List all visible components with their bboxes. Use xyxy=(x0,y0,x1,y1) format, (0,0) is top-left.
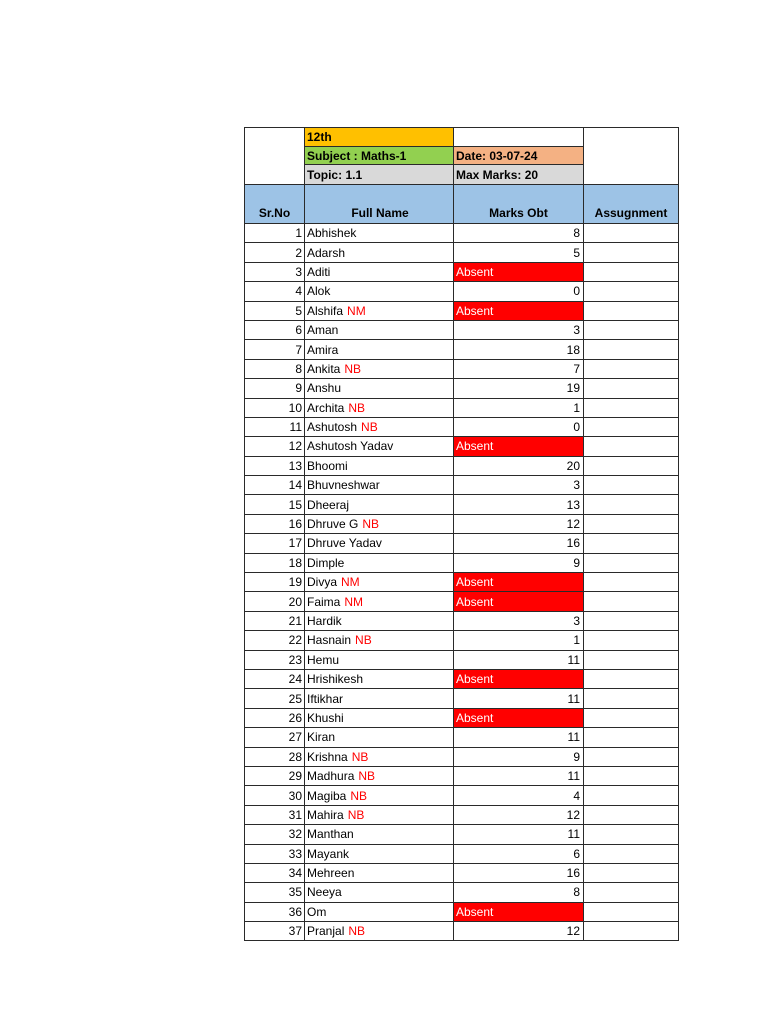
name-cell[interactable] xyxy=(305,495,454,513)
assignment-cell[interactable] xyxy=(584,224,679,242)
marks-cell[interactable]: 3 xyxy=(454,321,584,339)
assignment-cell[interactable] xyxy=(584,845,679,863)
table-row xyxy=(244,360,679,379)
student-name: Krishna xyxy=(307,749,348,764)
assignment-cell[interactable] xyxy=(584,302,679,320)
assignment-cell[interactable] xyxy=(584,476,679,494)
table-row xyxy=(244,457,679,476)
assignment-cell[interactable] xyxy=(584,243,679,261)
srno-cell[interactable]: 31 xyxy=(244,806,305,824)
student-rows xyxy=(244,224,679,941)
srno-cell[interactable]: 7 xyxy=(244,340,305,358)
marks-cell[interactable]: 11 xyxy=(454,767,584,785)
student-tag: NB xyxy=(351,749,369,764)
student-tag: NB xyxy=(344,361,362,376)
student-tag: NM xyxy=(347,303,366,318)
marks-cell[interactable]: Absent xyxy=(454,670,584,688)
srno-cell[interactable]: 12 xyxy=(244,437,305,455)
student-name: Bhuvneshwar xyxy=(307,478,380,493)
name-cell[interactable] xyxy=(305,243,454,261)
marks-cell[interactable]: Absent xyxy=(454,709,584,727)
student-name: Manthan xyxy=(307,827,354,842)
assignment-cell[interactable] xyxy=(584,592,679,610)
name-cell[interactable] xyxy=(305,922,454,940)
srno-cell[interactable]: 24 xyxy=(244,670,305,688)
assignment-cell[interactable] xyxy=(584,263,679,281)
assignment-cell[interactable] xyxy=(584,340,679,358)
marks-cell[interactable]: 6 xyxy=(454,845,584,863)
assignment-cell[interactable] xyxy=(584,321,679,339)
table-row xyxy=(244,515,679,534)
name-cell[interactable] xyxy=(305,437,454,455)
table-row xyxy=(244,631,679,650)
student-name: Alok xyxy=(307,284,331,299)
student-name: Alshifa xyxy=(307,303,344,318)
table-row xyxy=(244,243,679,262)
student-name: Hasnain xyxy=(307,633,352,648)
marks-cell[interactable]: 11 xyxy=(454,728,584,746)
column-header-srno: Sr.No xyxy=(244,185,305,223)
marks-cell[interactable]: 12 xyxy=(454,806,584,824)
srno-cell[interactable]: 16 xyxy=(244,515,305,533)
name-cell[interactable] xyxy=(305,457,454,475)
assignment-cell[interactable] xyxy=(584,379,679,397)
student-name: Archita xyxy=(307,400,345,415)
table-row xyxy=(244,418,679,437)
name-cell[interactable] xyxy=(305,806,454,824)
marks-cell[interactable]: Absent xyxy=(454,573,584,591)
table-row xyxy=(244,302,679,321)
name-cell[interactable] xyxy=(305,476,454,494)
srno-cell[interactable]: 10 xyxy=(244,399,305,417)
student-name: Hemu xyxy=(307,652,340,667)
marks-cell[interactable]: 16 xyxy=(454,534,584,552)
assignment-cell[interactable] xyxy=(584,554,679,572)
marks-cell[interactable]: Absent xyxy=(454,903,584,921)
name-cell[interactable] xyxy=(305,786,454,804)
assignment-cell[interactable] xyxy=(584,922,679,940)
table-row xyxy=(244,573,679,592)
marks-cell[interactable]: 7 xyxy=(454,360,584,378)
assignment-cell[interactable] xyxy=(584,495,679,513)
table-row xyxy=(244,437,679,456)
name-cell[interactable] xyxy=(305,651,454,669)
assignment-cell[interactable] xyxy=(584,825,679,843)
student-name: Om xyxy=(307,904,327,919)
name-cell[interactable] xyxy=(305,592,454,610)
srno-cell[interactable]: 33 xyxy=(244,845,305,863)
name-cell[interactable] xyxy=(305,864,454,882)
srno-cell[interactable]: 8 xyxy=(244,360,305,378)
table-row xyxy=(244,825,679,844)
student-name: Faima xyxy=(307,594,341,609)
student-name: Iftikhar xyxy=(307,691,344,706)
student-name: Dheeraj xyxy=(307,497,350,512)
grade-cell: 12th xyxy=(305,128,453,147)
srno-cell[interactable]: 36 xyxy=(244,903,305,921)
srno-cell[interactable]: 22 xyxy=(244,631,305,649)
name-cell[interactable] xyxy=(305,263,454,281)
table-row xyxy=(244,612,679,631)
student-name: Ankita xyxy=(307,361,341,376)
table-row xyxy=(244,399,679,418)
column-header-name: Full Name xyxy=(305,185,454,223)
column-header-assignment: Assugnment xyxy=(584,185,679,223)
marks-cell[interactable]: 3 xyxy=(454,476,584,494)
assignment-cell[interactable] xyxy=(584,689,679,707)
marks-cell[interactable]: 12 xyxy=(454,515,584,533)
srno-cell[interactable]: 23 xyxy=(244,651,305,669)
student-name: Pranjal xyxy=(307,924,345,939)
student-name: Aman xyxy=(307,323,339,338)
column-headers xyxy=(244,185,679,224)
student-name: Abhishek xyxy=(307,226,357,241)
table-row xyxy=(244,592,679,611)
name-cell[interactable] xyxy=(305,418,454,436)
header-assignment-blank xyxy=(584,128,679,184)
name-cell[interactable] xyxy=(305,825,454,843)
name-cell[interactable] xyxy=(305,612,454,630)
srno-cell[interactable]: 11 xyxy=(244,418,305,436)
assignment-cell[interactable] xyxy=(584,360,679,378)
marks-cell[interactable]: 1 xyxy=(454,399,584,417)
assignment-cell[interactable] xyxy=(584,457,679,475)
srno-cell[interactable]: 30 xyxy=(244,786,305,804)
name-cell[interactable] xyxy=(305,554,454,572)
table-row xyxy=(244,728,679,747)
student-name: Ashutosh Yadav xyxy=(307,439,394,454)
srno-cell[interactable]: 27 xyxy=(244,728,305,746)
assignment-cell[interactable] xyxy=(584,282,679,300)
marks-cell[interactable]: Absent xyxy=(454,302,584,320)
assignment-cell[interactable] xyxy=(584,612,679,630)
table-row xyxy=(244,864,679,883)
srno-cell[interactable]: 4 xyxy=(244,282,305,300)
marks-cell[interactable]: 3 xyxy=(454,612,584,630)
student-tag: NB xyxy=(348,400,366,415)
column-header-marks: Marks Obt xyxy=(454,185,584,223)
srno-cell[interactable]: 17 xyxy=(244,534,305,552)
student-name: Ashutosh xyxy=(307,420,358,435)
assignment-cell[interactable] xyxy=(584,399,679,417)
header-blank-cell xyxy=(244,128,305,184)
table-row xyxy=(244,670,679,689)
student-name: Bhoomi xyxy=(307,458,348,473)
name-cell[interactable] xyxy=(305,845,454,863)
srno-cell[interactable]: 15 xyxy=(244,495,305,513)
table-row xyxy=(244,709,679,728)
srno-cell[interactable]: 3 xyxy=(244,263,305,281)
subject-cell: Subject : Maths-1 xyxy=(305,147,453,166)
student-tag: NB xyxy=(355,633,372,648)
marks-cell[interactable]: 12 xyxy=(454,922,584,940)
student-name: Divya xyxy=(307,575,338,590)
assignment-cell[interactable] xyxy=(584,883,679,901)
name-cell[interactable] xyxy=(305,709,454,727)
table-row xyxy=(244,651,679,670)
marks-cell[interactable]: Absent xyxy=(454,437,584,455)
student-tag: NM xyxy=(344,594,364,609)
assignment-cell[interactable] xyxy=(584,864,679,882)
topic-cell: Topic: 1.1 xyxy=(305,165,453,184)
table-row xyxy=(244,495,679,514)
table-row xyxy=(244,534,679,553)
marks-cell[interactable]: 13 xyxy=(454,495,584,513)
srno-cell[interactable]: 34 xyxy=(244,864,305,882)
marks-cell[interactable]: 19 xyxy=(454,379,584,397)
table-row xyxy=(244,767,679,786)
student-name: Dhruve G xyxy=(307,517,359,532)
marks-cell[interactable]: Absent xyxy=(454,592,584,610)
assignment-cell[interactable] xyxy=(584,806,679,824)
student-name: Madhura xyxy=(307,769,355,784)
name-cell[interactable] xyxy=(305,399,454,417)
table-row xyxy=(244,883,679,902)
marks-cell[interactable]: 9 xyxy=(454,554,584,572)
header-left-block xyxy=(305,128,454,184)
srno-cell[interactable]: 35 xyxy=(244,883,305,901)
srno-cell[interactable]: 20 xyxy=(244,592,305,610)
name-cell[interactable] xyxy=(305,302,454,320)
table-row xyxy=(244,689,679,708)
student-name: Adarsh xyxy=(307,245,346,260)
student-name: Amira xyxy=(307,342,339,357)
table-row xyxy=(244,786,679,805)
name-cell[interactable] xyxy=(305,379,454,397)
name-cell[interactable] xyxy=(305,573,454,591)
name-cell[interactable] xyxy=(305,689,454,707)
name-cell[interactable] xyxy=(305,748,454,766)
srno-cell[interactable]: 26 xyxy=(244,709,305,727)
student-name: Aditi xyxy=(307,264,331,279)
marks-cell[interactable]: 11 xyxy=(454,689,584,707)
header-empty-cell xyxy=(454,128,583,147)
assignment-cell[interactable] xyxy=(584,903,679,921)
student-name: Mayank xyxy=(307,846,350,861)
name-cell[interactable] xyxy=(305,515,454,533)
marks-cell[interactable]: 0 xyxy=(454,418,584,436)
student-name: Hardik xyxy=(307,614,342,628)
assignment-cell[interactable] xyxy=(584,651,679,669)
name-cell[interactable] xyxy=(305,224,454,242)
name-cell[interactable] xyxy=(305,321,454,339)
assignment-cell[interactable] xyxy=(584,573,679,591)
srno-cell[interactable]: 2 xyxy=(244,243,305,261)
assignment-cell[interactable] xyxy=(584,728,679,746)
student-name: Khushi xyxy=(307,710,344,725)
srno-cell[interactable]: 21 xyxy=(244,612,305,630)
student-name: Dhruve Yadav xyxy=(307,536,382,551)
marks-cell[interactable]: 11 xyxy=(454,651,584,669)
name-cell[interactable] xyxy=(305,767,454,785)
table-row xyxy=(244,476,679,495)
marks-cell[interactable]: Absent xyxy=(454,263,584,281)
student-name: Neeya xyxy=(307,885,342,900)
marks-cell[interactable]: 9 xyxy=(454,748,584,766)
assignment-cell[interactable] xyxy=(584,786,679,804)
srno-cell[interactable]: 5 xyxy=(244,302,305,320)
assignment-cell[interactable] xyxy=(584,515,679,533)
table-row xyxy=(244,922,679,941)
marks-cell[interactable]: 5 xyxy=(454,243,584,261)
table-row xyxy=(244,748,679,767)
name-cell[interactable] xyxy=(305,903,454,921)
name-cell[interactable] xyxy=(305,282,454,300)
table-row xyxy=(244,282,679,301)
assignment-cell[interactable] xyxy=(584,418,679,436)
student-name: Mehreen xyxy=(307,866,355,881)
assignment-cell[interactable] xyxy=(584,437,679,455)
marks-cell[interactable]: 11 xyxy=(454,825,584,843)
assignment-cell[interactable] xyxy=(584,631,679,649)
srno-cell[interactable]: 25 xyxy=(244,689,305,707)
srno-cell[interactable]: 19 xyxy=(244,573,305,591)
srno-cell[interactable]: 18 xyxy=(244,554,305,572)
srno-cell[interactable]: 13 xyxy=(244,457,305,475)
table-row xyxy=(244,263,679,282)
student-tag: NB xyxy=(347,807,365,822)
student-name: Magiba xyxy=(307,788,347,803)
table-row xyxy=(244,845,679,864)
srno-cell[interactable]: 29 xyxy=(244,767,305,785)
table-row xyxy=(244,554,679,573)
srno-cell[interactable]: 14 xyxy=(244,476,305,494)
name-cell[interactable] xyxy=(305,631,454,649)
table-row xyxy=(244,340,679,359)
assignment-cell[interactable] xyxy=(584,748,679,766)
student-tag: NB xyxy=(350,788,368,803)
student-tag: NB xyxy=(362,517,380,532)
student-name: Kiran xyxy=(307,730,336,745)
srno-cell[interactable]: 1 xyxy=(244,224,305,242)
student-name: Mahira xyxy=(307,807,344,822)
marks-cell[interactable]: 0 xyxy=(454,282,584,300)
assignment-cell[interactable] xyxy=(584,670,679,688)
table-row xyxy=(244,806,679,825)
table-row xyxy=(244,321,679,340)
marks-cell[interactable]: 8 xyxy=(454,224,584,242)
student-tag: NB xyxy=(348,924,366,939)
marks-cell[interactable]: 18 xyxy=(454,340,584,358)
name-cell[interactable] xyxy=(305,670,454,688)
srno-cell[interactable]: 32 xyxy=(244,825,305,843)
marks-cell[interactable]: 1 xyxy=(454,631,584,649)
marks-cell[interactable]: 8 xyxy=(454,883,584,901)
assignment-cell[interactable] xyxy=(584,709,679,727)
assignment-cell[interactable] xyxy=(584,534,679,552)
name-cell[interactable] xyxy=(305,883,454,901)
table-row xyxy=(244,379,679,398)
name-cell[interactable] xyxy=(305,360,454,378)
marks-cell[interactable]: 20 xyxy=(454,457,584,475)
name-cell[interactable] xyxy=(305,340,454,358)
name-cell[interactable] xyxy=(305,728,454,746)
student-name: Dimple xyxy=(307,555,345,570)
student-tag: NM xyxy=(341,575,360,590)
marks-sheet xyxy=(244,127,679,941)
srno-cell[interactable]: 6 xyxy=(244,321,305,339)
header-right-block xyxy=(454,128,584,184)
student-tag: NB xyxy=(358,769,376,784)
student-tag: NB xyxy=(361,420,378,435)
max-marks-cell: Max Marks: 20 xyxy=(454,165,583,184)
assignment-cell[interactable] xyxy=(584,767,679,785)
date-cell: Date: 03-07-24 xyxy=(454,147,583,166)
sheet-header xyxy=(244,127,679,185)
srno-cell[interactable]: 9 xyxy=(244,379,305,397)
table-row xyxy=(244,903,679,922)
student-name: Hrishikesh xyxy=(307,672,364,687)
name-cell[interactable] xyxy=(305,534,454,552)
student-name: Anshu xyxy=(307,381,342,396)
table-row xyxy=(244,224,679,243)
marks-cell[interactable]: 16 xyxy=(454,864,584,882)
srno-cell[interactable]: 37 xyxy=(244,922,305,940)
srno-cell[interactable]: 28 xyxy=(244,748,305,766)
marks-cell[interactable]: 4 xyxy=(454,786,584,804)
